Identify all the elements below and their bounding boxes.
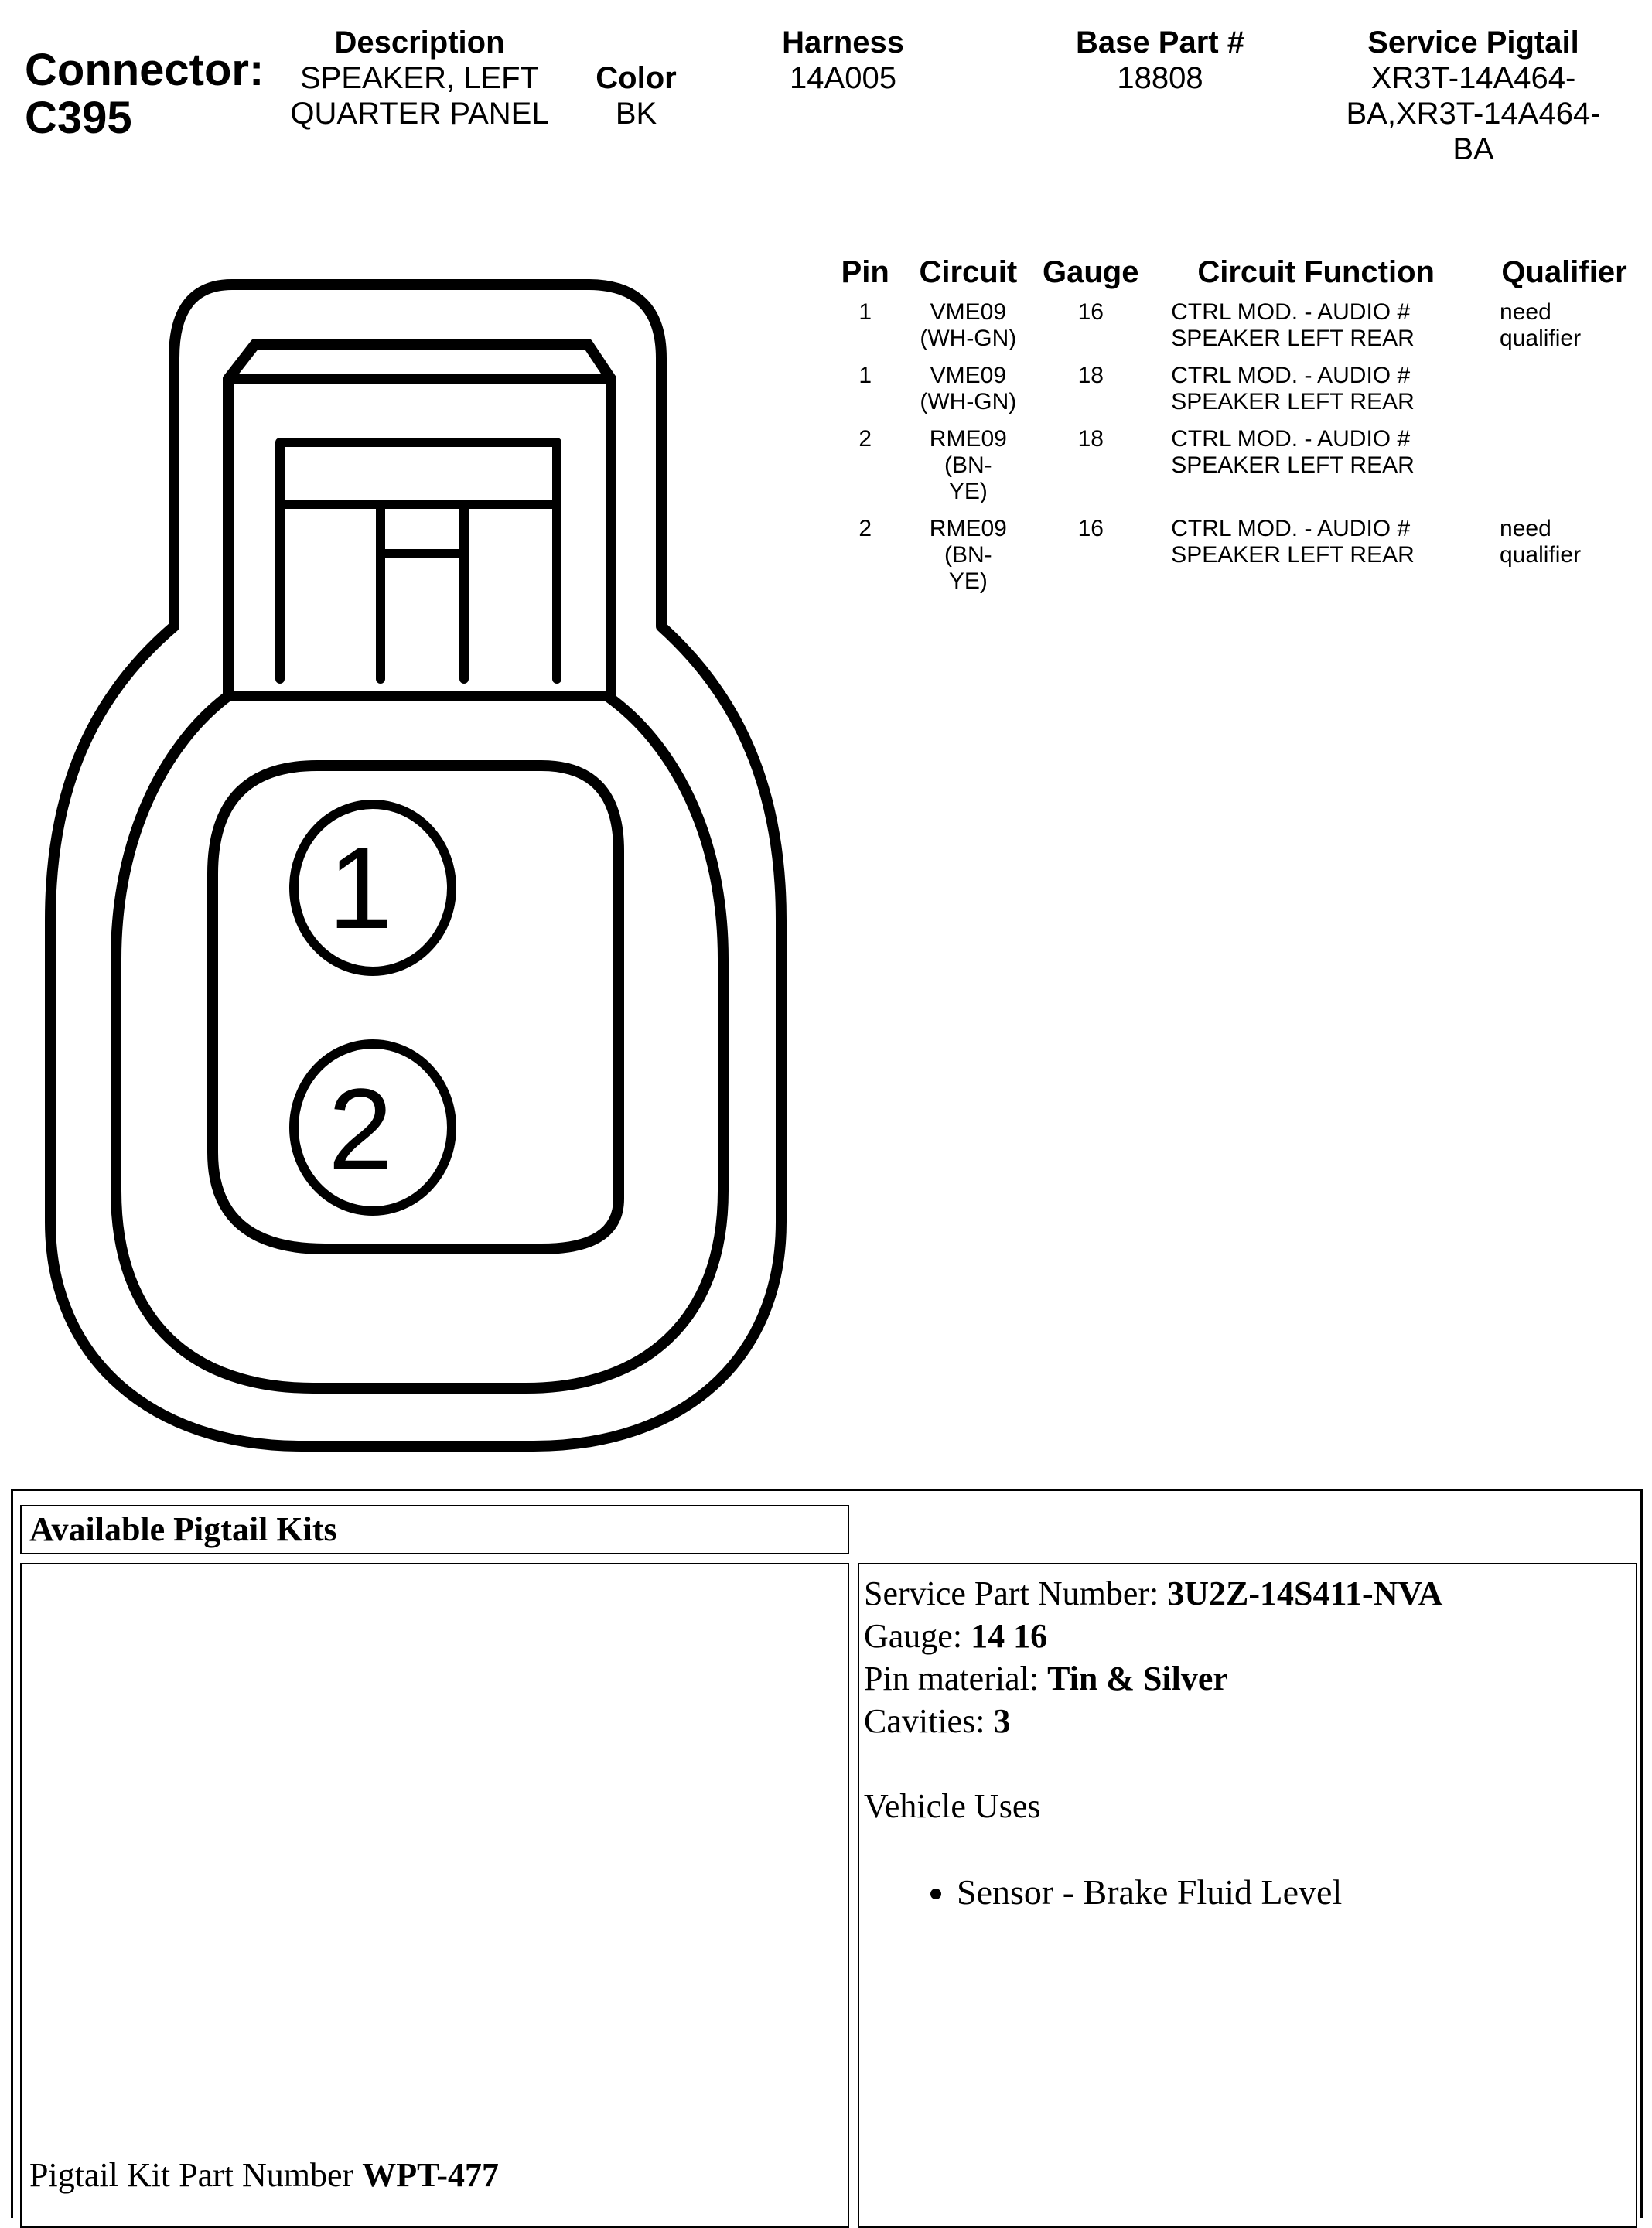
latch-frame: [280, 442, 557, 679]
connector-face-diagram: [0, 263, 804, 1469]
qualifier-line: qualifier: [1500, 326, 1582, 351]
pin-material-value: Tin & Silver: [1047, 1660, 1228, 1697]
pin-material-row: [864, 1657, 1636, 1700]
column-header-qualifier: Qualifier: [1501, 255, 1627, 289]
base-part-heading: Base Part #: [1076, 26, 1244, 60]
vehicle-uses-list: [864, 1871, 1636, 1913]
function-cell: [1155, 426, 1476, 516]
table-row: [820, 299, 1652, 363]
kit-part-number: [29, 2156, 499, 2195]
service-pigtail-column: [1315, 25, 1632, 167]
qualifier-line: need: [1500, 299, 1551, 325]
qualifier-line: qualifier: [1500, 542, 1582, 568]
function-line: CTRL MOD. - AUDIO #: [1171, 363, 1411, 388]
service-part-label: Service Part Number:: [864, 1575, 1159, 1612]
circuit-line: (WH-GN): [920, 389, 1017, 415]
pigtail-kits-title: Available Pigtail Kits: [20, 1505, 849, 1554]
function-line: CTRL MOD. - AUDIO #: [1171, 299, 1411, 325]
column-header-gauge: Gauge: [1043, 255, 1139, 289]
table-row: [820, 426, 1652, 516]
description-line: SPEAKER, LEFT: [300, 61, 539, 95]
circuit-cell: [910, 516, 1026, 606]
circuit-line: VME09: [930, 363, 1007, 388]
connector-outer-shell: [50, 285, 781, 1446]
list-item: • Sensor - Brake Fluid Level: [957, 1871, 1636, 1913]
gauge-cell: 16: [1077, 299, 1104, 325]
pin-table-header: [820, 255, 1652, 299]
color-value: BK: [615, 97, 657, 131]
pigtail-kits-panel: [11, 1489, 1643, 2218]
base-part-value: 18808: [1117, 61, 1203, 95]
circuit-cell: [910, 299, 1026, 363]
gauge-cell: 16: [1077, 516, 1104, 541]
cavities-value: 3: [993, 1702, 1011, 1740]
circuit-cell: [910, 426, 1026, 516]
harness-value: 14A005: [790, 61, 896, 95]
connector-id: C395: [25, 93, 132, 143]
service-part-value: 3U2Z-14S411-NVA: [1167, 1575, 1443, 1612]
latch-notch: [381, 504, 464, 679]
function-line: SPEAKER LEFT REAR: [1171, 542, 1415, 568]
pigtail-kit-image-cell: [20, 1563, 849, 2228]
vehicle-uses-title: Vehicle Uses: [864, 1787, 1041, 1825]
circuit-cell: [910, 363, 1026, 426]
gauge-value: 14 16: [971, 1617, 1048, 1655]
pin-cell: 2: [858, 426, 872, 452]
kit-part-label: Pigtail Kit Part Number: [29, 2156, 354, 2194]
connector-title: [25, 46, 264, 142]
description-column: [278, 25, 561, 131]
service-pigtail-line: BA: [1452, 132, 1494, 166]
pin-material-label: Pin material:: [864, 1660, 1039, 1697]
gauge-row: [864, 1615, 1636, 1657]
pigtail-kit-details: [858, 1563, 1637, 2228]
circuit-line: RME09 (BN-: [929, 516, 1007, 568]
service-part-row: [864, 1572, 1636, 1615]
table-row: [820, 516, 1652, 606]
latch-sides: [381, 504, 464, 554]
circuit-line: (WH-GN): [920, 326, 1017, 351]
gauge-label: Gauge:: [864, 1617, 963, 1655]
circuit-line: YE): [948, 568, 988, 594]
column-header-circuit: Circuit: [919, 255, 1018, 289]
pin-cell: 1: [858, 363, 872, 388]
pin-1-label: 1: [328, 823, 393, 953]
pin-cell: 2: [858, 516, 872, 541]
cavity-region: [213, 766, 619, 1249]
gauge-cell: 18: [1077, 426, 1104, 452]
column-header-circuit-function: Circuit Function: [1197, 255, 1435, 289]
color-column: [572, 25, 700, 131]
function-line: CTRL MOD. - AUDIO #: [1171, 426, 1411, 452]
pin-cell: 1: [858, 299, 872, 325]
pin-table: [820, 255, 1652, 606]
circuit-line: YE): [948, 479, 988, 504]
cavities-label: Cavities:: [864, 1702, 985, 1740]
base-part-column: [1044, 25, 1276, 96]
qualifier-line: need: [1500, 516, 1551, 541]
column-header-pin: Pin: [841, 255, 889, 289]
service-pigtail-heading: Service Pigtail: [1367, 26, 1579, 60]
harness-column: [742, 25, 944, 96]
description-line: QUARTER PANEL: [290, 97, 549, 131]
color-heading: Color: [596, 61, 677, 95]
cavities-row: [864, 1700, 1636, 1742]
table-row: [820, 363, 1652, 426]
service-pigtail-line: XR3T-14A464-: [1370, 61, 1576, 95]
connector-inner-shell: [116, 696, 723, 1388]
qualifier-cell: [1476, 426, 1652, 516]
function-line: CTRL MOD. - AUDIO #: [1171, 516, 1411, 541]
function-line: SPEAKER LEFT REAR: [1171, 452, 1415, 478]
qualifier-cell: [1476, 516, 1652, 606]
function-cell: [1155, 516, 1476, 606]
function-cell: [1155, 299, 1476, 363]
service-pigtail-line: BA,XR3T-14A464-: [1346, 97, 1601, 131]
pin-2-label: 2: [328, 1064, 393, 1194]
qualifier-cell: [1476, 299, 1652, 363]
kit-part-value: WPT-477: [362, 2156, 500, 2194]
gauge-cell: 18: [1077, 363, 1104, 388]
qualifier-cell: [1476, 363, 1652, 426]
connector-label: Connector:: [25, 45, 265, 95]
harness-heading: Harness: [782, 26, 904, 60]
function-line: SPEAKER LEFT REAR: [1171, 326, 1415, 351]
function-line: SPEAKER LEFT REAR: [1171, 389, 1415, 415]
function-cell: [1155, 363, 1476, 426]
circuit-line: VME09: [930, 299, 1007, 325]
description-heading: Description: [334, 26, 505, 60]
circuit-line: RME09 (BN-: [929, 426, 1007, 478]
